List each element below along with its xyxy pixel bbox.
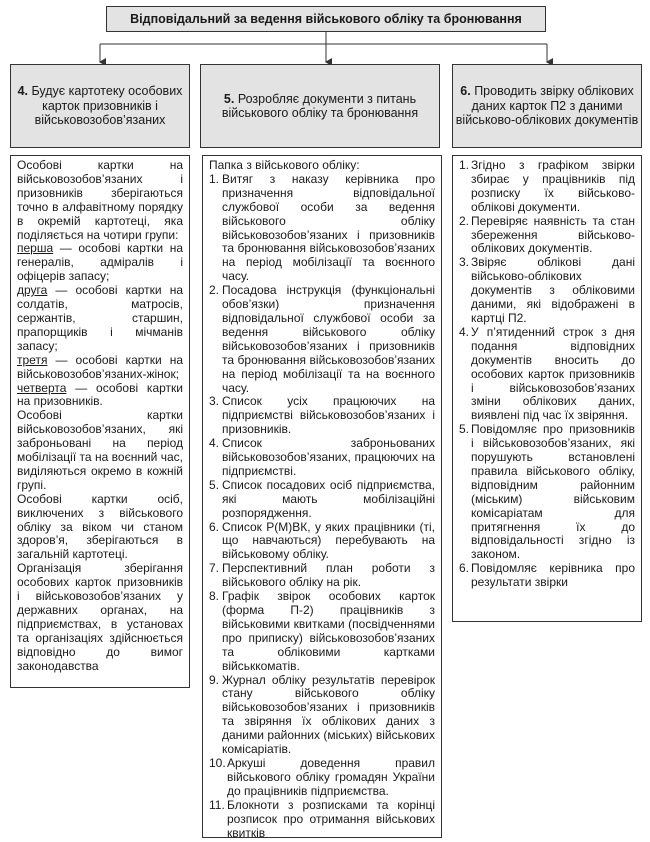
list-item: 3. Список усіх працюючих на підприємстві військовозобов’язаних і призовників. bbox=[209, 394, 435, 437]
group-name: друга bbox=[17, 283, 48, 298]
col4-group-3 bbox=[17, 354, 183, 382]
col4-group-1 bbox=[17, 242, 183, 284]
list-item: 10. Аркуші доведення правил військового обліку громадян України до працівників підприємства. bbox=[209, 755, 435, 798]
col5-list bbox=[209, 173, 435, 841]
header-col6-text: Проводить звірку облікових даних карток П2 з даними військово-облікових документів bbox=[455, 84, 639, 128]
body-box-col6 bbox=[452, 155, 642, 622]
list-item: 6. Список Р(М)ВК, у яких працівники (ті, що навчаються) перебувають на військовому обліку. bbox=[209, 519, 435, 562]
header-col4 bbox=[11, 84, 189, 128]
group-name: перша bbox=[17, 241, 54, 256]
col4-group-2 bbox=[17, 284, 183, 354]
diagram-title-box bbox=[106, 6, 546, 32]
list-item: 8. Графік звірок особових карток (форма П-2) працівників з військовими квитками (посвідченнями про приписку) військовозобов’язаних та обліковими картками військкоматів. bbox=[209, 589, 435, 673]
list-item: 11. Блокноти з розписками та корінці розписок про отримання військових квитків bbox=[209, 797, 435, 840]
list-item: 5. Список посадових осіб підприємства, які мають мобілізаційні розпорядження. bbox=[209, 477, 435, 520]
group-desc: — особові картки на генералів, адміралів і офіцерів запасу; bbox=[17, 241, 183, 284]
header-box-col5 bbox=[200, 64, 440, 148]
col4-paragraph: Особові картки на військовозобов’язаних і призовників зберігаються точно в алфавітному порядку в окремій картотеці, яка поділяється на чотири групи: bbox=[17, 158, 183, 242]
list-item: 6. Повідомляє керівника про результати звірки bbox=[459, 561, 635, 590]
header-col6-number: 6. bbox=[460, 84, 471, 99]
list-item: 9. Журнал обліку результатів перевірок стану військового обліку військовозобов’язаних і призовників та звіряння їх облікових даних з даними районних (міських) військових комісаріатів. bbox=[209, 672, 435, 757]
list-item: 4. Список заброньованих військовозобов’язаних, працюючих на підприємстві. bbox=[209, 436, 435, 478]
list-item: 2. Перевіряє наявність та стан збереження військово-облікових документів. bbox=[459, 213, 635, 256]
col4-paragraph: Особові картки військовозобов’язаних, які заброньовані на період мобілізації та на воєнний час, виділяються окремо в кожній групі. bbox=[17, 408, 183, 492]
header-col4-text: Будує картотеку особових карток призовників і військовозобов’язаних bbox=[31, 84, 183, 128]
list-item: 4. У п’ятиденний строк з дня подання відповідних документів вносить до особових карток призовників і військовозобов’язаних зміни облікових даних, виявлені під час їх звіряння. bbox=[459, 324, 635, 423]
col6-list bbox=[459, 159, 635, 590]
list-item: 2. Посадова інструкція (функціональні обов’язки) призначення відповідальної службової особи за ведення військового обліку військовозобов’язаних і призовників та бронювання військовозобов’язаних на період мобілізації та на воєнного часу. bbox=[209, 283, 435, 395]
diagram-title: Відповідальний за ведення військового обліку та бронювання bbox=[130, 11, 522, 26]
header-box-col6 bbox=[452, 64, 642, 148]
group-desc: — особові картки на солдатів, матросів, сержантів, старшин, прапорщиків і мічманів запасу; bbox=[17, 283, 183, 353]
header-col6 bbox=[453, 84, 641, 128]
col4-paragraph: Особові картки осіб, виключених з військового обліку за віком чи станом здоров’я, зберігаються в загальній картотеці. bbox=[17, 491, 183, 562]
group-name: третя bbox=[17, 352, 48, 367]
header-col4-number: 4. bbox=[17, 84, 28, 99]
body-box-col5 bbox=[202, 155, 442, 838]
group-name: четверта bbox=[17, 380, 67, 395]
header-col5-text: Розробляє документи з питань військового обліку та бронювання bbox=[221, 91, 419, 120]
header-col5 bbox=[201, 92, 439, 121]
col4-group-4 bbox=[17, 382, 183, 410]
list-item: 7. Перспективний план роботи з військового обліку на рік. bbox=[209, 561, 435, 590]
col5-intro: Папка з військового обліку: bbox=[209, 158, 360, 172]
list-item: 1. Витяг з наказу керівника про призначення відповідальної службової особи за ведення військового обліку військовозобов’язаних і призовників та бронювання військовозобов’язаних на період мобілізації та воєнного часу. bbox=[209, 171, 435, 284]
list-item: 5. Повідомляє про призовників і військовозобов’язаних, які порушують встановлені правила військового обліку, відповідним районним (міським) військовим комісаріатам для притягнення їх до відповідальності згідно із законом. bbox=[459, 422, 635, 562]
list-item: 3. Звіряє облікові дані військово-облікових документів з обліковими даними, які відображені в картці П2. bbox=[459, 255, 635, 325]
list-item: 1. Згідно з графіком звірки збирає у працівників під розписку їх військово-облікові документи. bbox=[459, 158, 635, 214]
group-desc: — особові картки на військовозобов’язаних-жінок; bbox=[17, 352, 183, 381]
body-box-col4 bbox=[10, 155, 190, 688]
header-col5-number: 5. bbox=[223, 91, 235, 106]
header-box-col4 bbox=[10, 64, 190, 148]
col4-paragraph: Організація зберігання особових карток призовників і військовозобов’язаних у державних органах, на підприємствах, в установах та організаціях здійснюється відповідно до вимог законодавства bbox=[17, 561, 183, 673]
group-desc: — особові картки на призовників. bbox=[17, 380, 183, 409]
